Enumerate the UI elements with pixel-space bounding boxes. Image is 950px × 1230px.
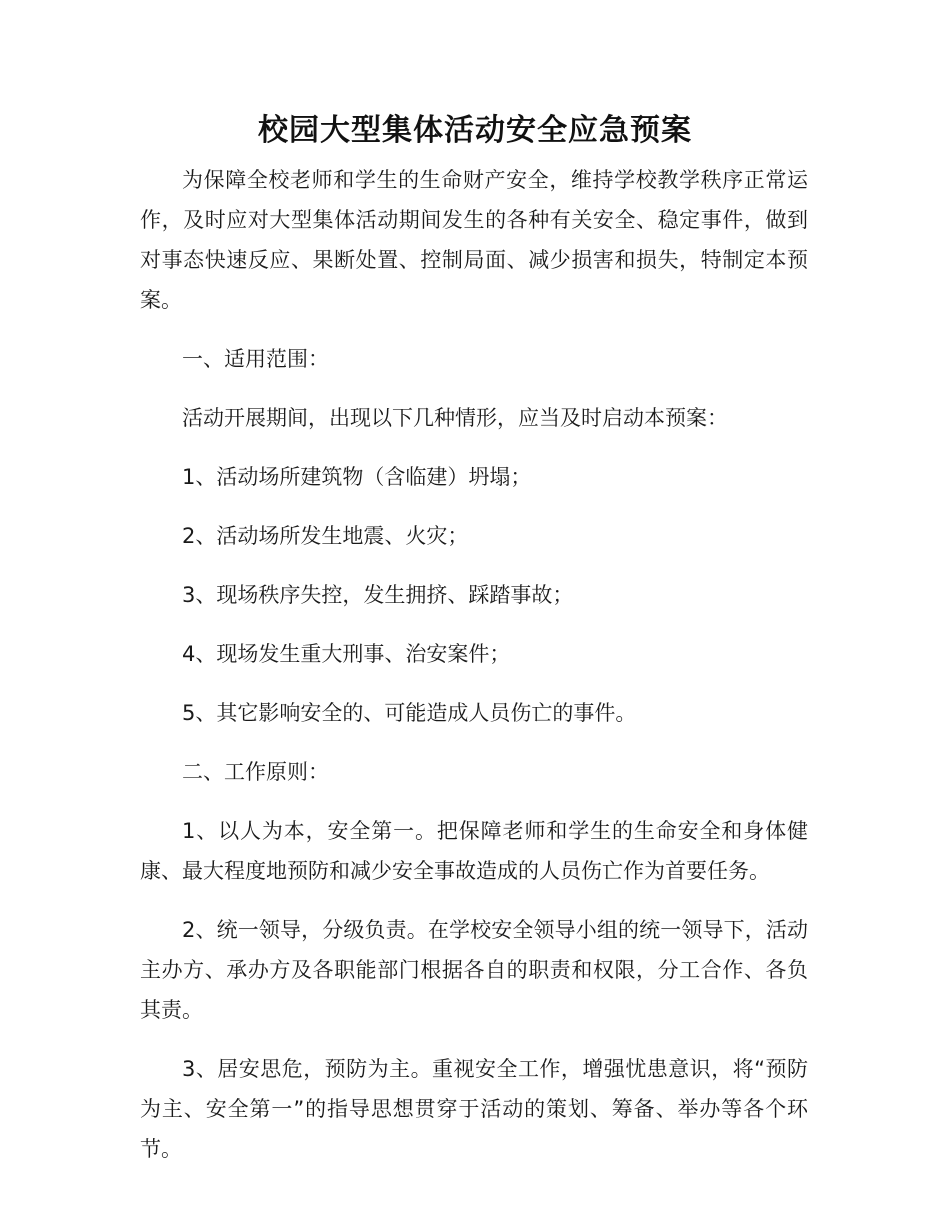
list-item: 2、活动场所发生地震、火灾； [182, 524, 469, 548]
list-item: 3、现场秩序失控，发生拥挤、踩踏事故； [182, 583, 574, 607]
document-body [140, 160, 808, 1188]
paragraph-scope-lead: 活动开展期间，出现以下几种情形，应当及时启动本预案： [182, 406, 728, 430]
document-title: 校园大型集体活动安全应急预案 [258, 113, 692, 148]
section-heading-scope: 一、适用范围： [182, 347, 329, 371]
list-item: 4、现场发生重大刑事、治安案件； [182, 642, 511, 666]
paragraph-intro: 为保障全校老师和学生的生命财产安全，维持学校教学秩序正常运作，及时应对大型集体活动期间发生的各种有关安全、稳定事件，做到对事态快速反应、果断处置、控制局面、减少损害和损失，特制定本预案。 [140, 168, 808, 312]
principle-paragraph: 1、以人为本，安全第一。把保障老师和学生的生命安全和身体健康、最大程度地预防和减少安全事故造成的人员伤亡作为首要任务。 [140, 819, 808, 883]
section-heading-principles: 二、工作原则： [182, 760, 329, 784]
list-item: 1、活动场所建筑物（含临建）坍塌； [182, 465, 532, 489]
principle-paragraph: 3、居安思危，预防为主。重视安全工作，增强忧患意识，将“预防为主、安全第一”的指导思想贯穿于活动的策划、筹备、举办等各个环节。 [140, 1057, 808, 1161]
list-item: 5、其它影响安全的、可能造成人员伤亡的事件。 [182, 701, 637, 725]
principle-paragraph: 2、统一领导，分级负责。在学校安全领导小组的统一领导下，活动主办方、承办方及各职能部门根据各自的职责和权限，分工合作、各负其责。 [140, 918, 808, 1022]
